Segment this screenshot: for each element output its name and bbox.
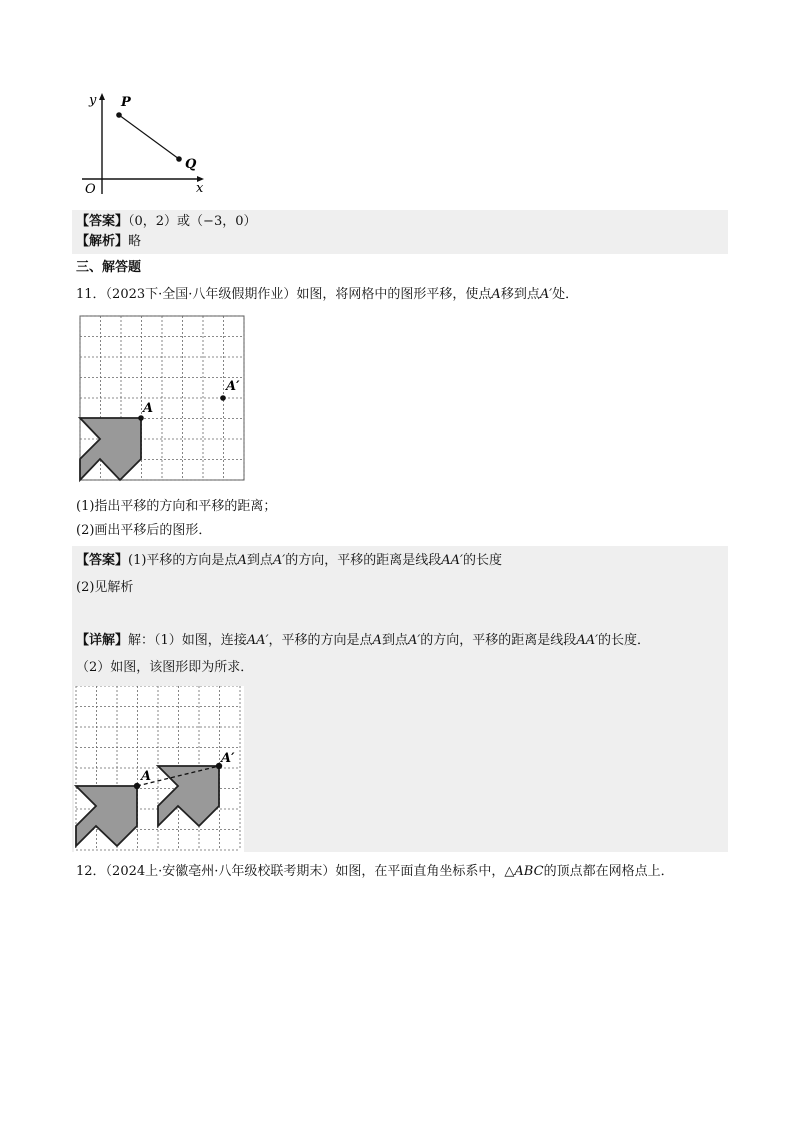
- detail-tag: 【详解】: [76, 633, 129, 648]
- point-a-prime-label: A′: [221, 751, 235, 766]
- q10-answer: （0，2）或（−3，0）: [128, 214, 257, 229]
- q11-answer1-b: 到点: [246, 553, 273, 568]
- q11-solution-figure: [74, 686, 244, 852]
- q11-answer-point-a: A: [237, 553, 247, 568]
- point-p-label: P: [121, 95, 131, 110]
- q11-sub2: (2)画出平移后的图形．: [76, 523, 212, 538]
- q12-stem-text-b: 的顶点都在网格点上．: [543, 864, 674, 879]
- q11-sub1: (1)指出平移的方向和平移的距离；: [76, 499, 277, 514]
- q11-stem-text-b: 移到点: [500, 287, 540, 302]
- point-a-prime-label: A′: [226, 379, 240, 394]
- q12-stem-text-a: 如图，在平面直角坐标系中，: [335, 864, 505, 879]
- q11-detail1-a: 解：（1）如图，连接: [128, 633, 247, 648]
- q11-detail-segment-2: AA′: [576, 633, 599, 648]
- point-a: [134, 783, 140, 789]
- point-p: [116, 112, 122, 118]
- q10-answer-line: [76, 212, 257, 232]
- q11-grid-figure: [78, 314, 248, 484]
- q11-point-a: A: [491, 287, 501, 302]
- q11-stem-text-a: 如图，将网格中的图形平移，使点: [296, 287, 492, 302]
- q12-stem: [76, 862, 674, 882]
- answer-tag: 【答案】: [76, 214, 129, 229]
- q11-answer-point-a-prime: A′: [272, 553, 286, 568]
- q11-detail-point-a-prime: A′: [407, 633, 421, 648]
- q12-source: （2024上·安徽亳州·八年级校联考期末）: [105, 864, 336, 879]
- point-q: [176, 156, 182, 162]
- point-q-label: Q: [185, 157, 197, 172]
- y-axis-arrow-icon: [99, 93, 105, 100]
- pq-coordinate-figure: [72, 88, 212, 200]
- q10-analysis: 略: [128, 234, 142, 249]
- segment-pq: [119, 115, 179, 159]
- q11-detail1-d: 的方向，平移的距离是线段: [420, 633, 577, 648]
- q12-number: 12．: [76, 864, 106, 879]
- q11-detail1-b: ，平移的方向是点: [268, 633, 373, 648]
- q11-point-a-prime: A′: [539, 287, 553, 302]
- q11-detail-point-a: A: [372, 633, 382, 648]
- q11-stem-text-c: 处．: [552, 287, 579, 302]
- q11-answer1-a: (1)平移的方向是点: [128, 553, 238, 568]
- q11-source: （2023下·全国·八年级假期作业）: [105, 287, 297, 302]
- q11-number: 11．: [76, 287, 106, 302]
- q11-detail1-c: 到点: [381, 633, 408, 648]
- section-title: 三、解答题: [76, 260, 142, 275]
- origin-label: O: [85, 182, 96, 197]
- point-a-label: A: [141, 769, 152, 784]
- q11-answer-line1: [76, 551, 502, 571]
- analysis-tag: 【解析】: [76, 234, 129, 249]
- point-a: [138, 415, 144, 421]
- q11-stem: [76, 285, 578, 305]
- q12-triangle: △ABC: [504, 864, 544, 879]
- q11-answer-segment: AA′: [441, 553, 463, 568]
- answer-tag: 【答案】: [76, 553, 129, 568]
- q11-detail1-e: 的长度．: [598, 633, 651, 648]
- y-axis-label: y: [89, 93, 97, 108]
- q10-analysis-line: [76, 232, 141, 252]
- point-a-label: A: [143, 401, 154, 416]
- q11-detail-segment: AA′: [246, 633, 269, 648]
- q11-answer-line2: (2)见解析: [76, 580, 134, 595]
- q11-answer1-c: 的方向，平移的距离是线段: [285, 553, 442, 568]
- x-axis-label: x: [196, 181, 204, 196]
- point-a-prime: [220, 395, 226, 401]
- q11-detail-line1: [76, 631, 650, 651]
- q11-answer1-d: 的长度: [462, 553, 502, 568]
- q11-detail-line2: （2）如图，该图形即为所求．: [76, 660, 254, 675]
